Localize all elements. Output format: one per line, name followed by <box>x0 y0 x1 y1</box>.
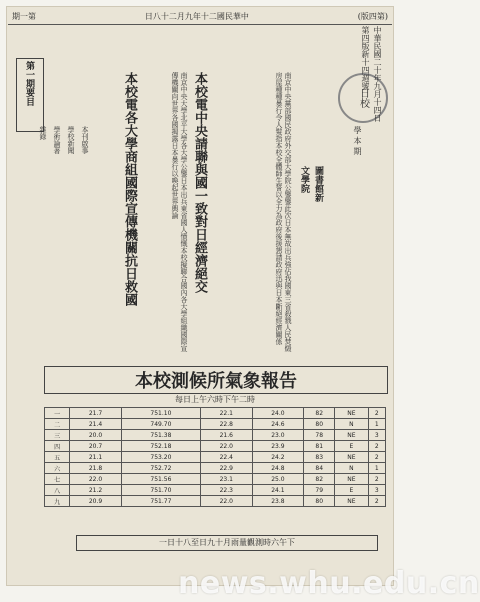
table-cell: 25.0 <box>252 474 304 485</box>
table-cell: 21.7 <box>70 408 122 419</box>
weather-subtitle: 每日上午六時下午二時 <box>175 395 255 404</box>
table-cell: 20.9 <box>70 496 122 507</box>
table-cell: 2 <box>368 496 385 507</box>
table-cell: 22.9 <box>200 463 252 474</box>
table-cell: 21.1 <box>70 452 122 463</box>
table-cell: 2 <box>368 452 385 463</box>
table-row <box>45 452 386 463</box>
watermark: news.whu.edu.cn <box>178 566 480 601</box>
table-cell: 79 <box>304 485 335 496</box>
table-cell: 80 <box>304 496 335 507</box>
table-cell: 84 <box>304 463 335 474</box>
table-cell: 24.1 <box>252 485 304 496</box>
table-row <box>45 408 386 419</box>
masthead-seal: 日校 <box>338 73 388 123</box>
table-cell: 751.38 <box>121 430 200 441</box>
masthead-issue-2: 第四版新十四週號 <box>361 26 370 90</box>
left-item-1: 本刊啟事 <box>81 126 89 154</box>
table-cell: 752.72 <box>121 463 200 474</box>
table-cell: 22.1 <box>200 408 252 419</box>
table-cell: 22.4 <box>200 452 252 463</box>
table-cell: 3 <box>368 430 385 441</box>
table-cell: 80 <box>304 419 335 430</box>
table-cell: 1 <box>368 463 385 474</box>
table-cell: 23.1 <box>200 474 252 485</box>
table-row <box>45 463 386 474</box>
table-cell: N <box>335 419 368 430</box>
table-cell: 2 <box>368 441 385 452</box>
table-cell: 24.0 <box>252 408 304 419</box>
table-cell: 九 <box>45 496 70 507</box>
table-cell: 23.0 <box>252 430 304 441</box>
table-cell: 24.6 <box>252 419 304 430</box>
table-cell: 753.20 <box>121 452 200 463</box>
table-cell: NE <box>335 408 368 419</box>
left-item-3: 學術論著 <box>53 126 61 154</box>
left-column-box <box>16 58 44 132</box>
headline-2: 本校電各大學商組國際宣傳機關抗日救國 <box>122 72 137 306</box>
table-cell: 20.0 <box>70 430 122 441</box>
weather-table <box>44 407 386 507</box>
left-item-2: 學校新聞 <box>67 126 75 154</box>
table-cell: 21.2 <box>70 485 122 496</box>
table-cell: 三 <box>45 430 70 441</box>
table-cell: 23.9 <box>252 441 304 452</box>
left-column-title: 第一期要目 <box>24 61 34 106</box>
table-cell: 七 <box>45 474 70 485</box>
table-cell: NE <box>335 496 368 507</box>
page-header <box>8 8 392 25</box>
table-cell: 752.18 <box>121 441 200 452</box>
table-cell: NE <box>335 474 368 485</box>
table-cell: 22.0 <box>70 474 122 485</box>
table-cell: 24.2 <box>252 452 304 463</box>
table-cell: 751.70 <box>121 485 200 496</box>
table-cell: 751.77 <box>121 496 200 507</box>
table-cell: 22.0 <box>200 496 252 507</box>
table-cell: 3 <box>368 485 385 496</box>
article-1-body: 南京中央黨部國民政府外交部大學院公鑒鑒此次日本無故出兵強佔我國東三省殺戮人民焚燬房屋種種暴行令人髮指本校全體師生誓以全力為政府後援懇請政府迅與日本斷絕經濟關係 <box>275 72 292 352</box>
table-cell: 82 <box>304 474 335 485</box>
table-row <box>45 441 386 452</box>
table-cell: 22.8 <box>200 419 252 430</box>
masthead-label: 學 本 期 <box>353 126 362 156</box>
table-cell: 24.8 <box>252 463 304 474</box>
table-cell: 五 <box>45 452 70 463</box>
table-cell: 21.4 <box>70 419 122 430</box>
table-cell: N <box>335 463 368 474</box>
table-cell: 82 <box>304 408 335 419</box>
table-cell: 21.8 <box>70 463 122 474</box>
table-cell: 81 <box>304 441 335 452</box>
table-cell: 1 <box>368 419 385 430</box>
table-cell: 22.3 <box>200 485 252 496</box>
table-row <box>45 496 386 507</box>
table-cell: E <box>335 485 368 496</box>
header-left: (版四第) <box>357 11 388 21</box>
weather-footer: 一日十八至日九十月雨量觀測時六午下 <box>76 535 378 551</box>
table-cell: 22.0 <box>200 441 252 452</box>
table-cell: 2 <box>368 474 385 485</box>
table-row <box>45 474 386 485</box>
left-item-4: 雜錄 <box>39 126 47 140</box>
table-row <box>45 485 386 496</box>
table-cell: 751.10 <box>121 408 200 419</box>
table-row <box>45 419 386 430</box>
article-2-body: 南京中央大學北平大學各大學公鑒日本出兵東省國人憤慨本校擬聯合國內各大學組織國際宣傳機關向世界各國揭露日本暴行以喚起世界輿論 <box>171 72 188 352</box>
header-date: 日八十二月九年十二國民華中 <box>144 11 249 21</box>
table-cell: 83 <box>304 452 335 463</box>
masthead-issue-1: 中華民國二十年九月十四日 <box>373 26 382 122</box>
masthead-item-2: 文學院 <box>299 166 309 193</box>
table-cell: E <box>335 441 368 452</box>
table-cell: 20.7 <box>70 441 122 452</box>
table-cell: 2 <box>368 408 385 419</box>
table-cell: 78 <box>304 430 335 441</box>
headline-1: 本校電中央請聯與國一致對日經濟絕交 <box>192 72 207 293</box>
table-cell: NE <box>335 430 368 441</box>
table-cell: 六 <box>45 463 70 474</box>
table-cell: 751.56 <box>121 474 200 485</box>
newspaper-page <box>6 6 394 586</box>
masthead-item-1: 圖書館新 <box>313 166 323 202</box>
table-cell: 四 <box>45 441 70 452</box>
header-right: 期一第 <box>12 11 36 21</box>
table-cell: 23.8 <box>252 496 304 507</box>
table-cell: 二 <box>45 419 70 430</box>
table-cell: 八 <box>45 485 70 496</box>
table-row <box>45 430 386 441</box>
table-cell: 21.6 <box>200 430 252 441</box>
table-cell: NE <box>335 452 368 463</box>
table-cell: 一 <box>45 408 70 419</box>
weather-title: 本校測候所氣象報告 <box>44 366 388 394</box>
table-cell: 749.70 <box>121 419 200 430</box>
